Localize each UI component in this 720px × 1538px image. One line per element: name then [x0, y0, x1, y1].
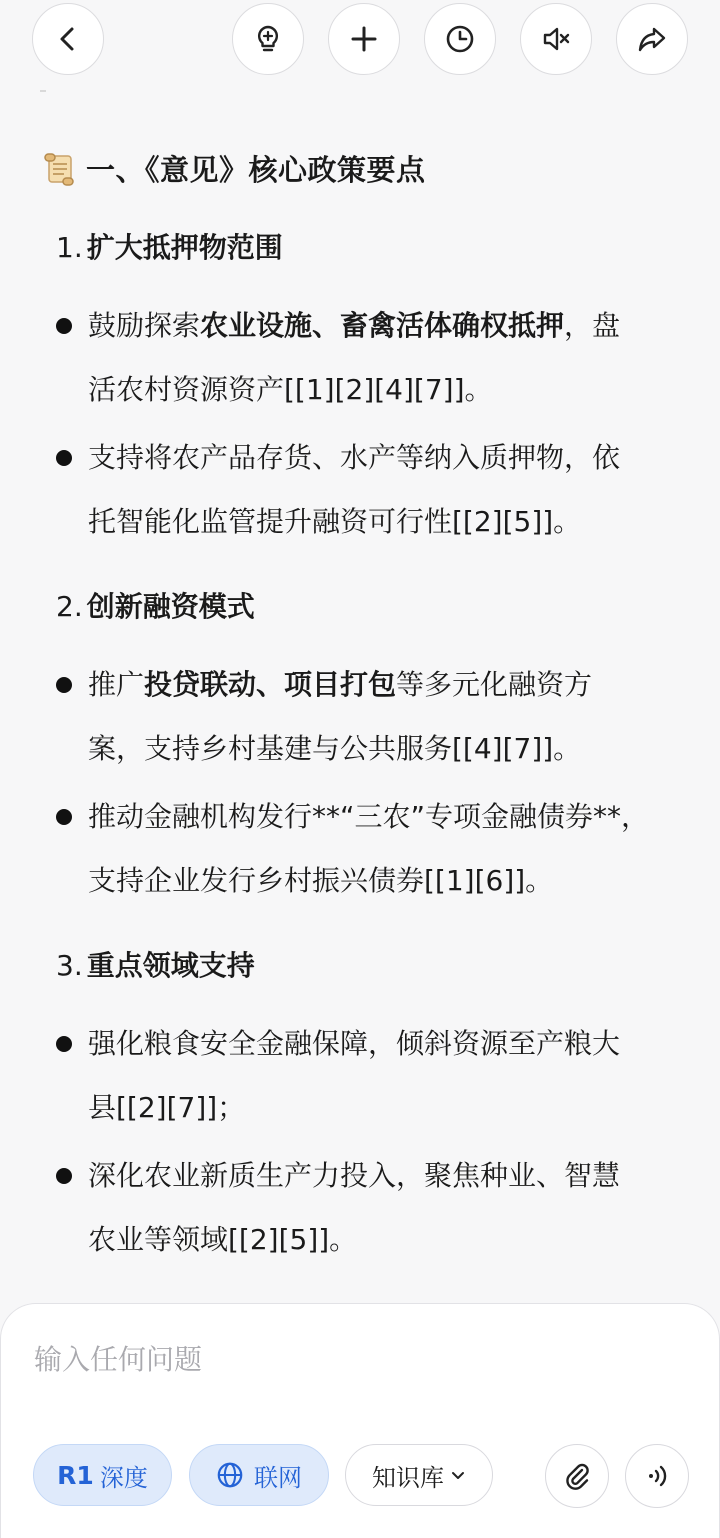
- web-search-toggle[interactable]: [189, 1444, 329, 1506]
- idea-button[interactable]: [232, 3, 304, 75]
- section-title-3: [56, 944, 255, 984]
- back-button[interactable]: [32, 3, 104, 75]
- speaker-muted-icon: [539, 22, 573, 56]
- section-number: 1.: [56, 231, 83, 264]
- bullet-text: 县[[2][7]]；: [88, 1091, 246, 1124]
- bullet-dot: [56, 1036, 72, 1052]
- bullet-dot: [56, 1168, 72, 1184]
- bullet-text: 等多元化融资方: [396, 668, 593, 701]
- section-title-1: [56, 226, 283, 266]
- list-item: [56, 294, 676, 422]
- list-item: [56, 785, 676, 913]
- list-item: [56, 1012, 676, 1140]
- bullet-dot: [56, 677, 72, 693]
- history-button[interactable]: [424, 3, 496, 75]
- bullet-text: 鼓励探索: [88, 309, 201, 342]
- section-title-text: 扩大抵押物范围: [86, 231, 283, 264]
- r1-label: R1: [57, 1460, 94, 1490]
- bullet-text: 深化农业新质生产力投入，聚焦种业、智慧: [88, 1159, 621, 1192]
- list-item: [56, 426, 676, 554]
- scroll-icon: [40, 150, 78, 188]
- plus-icon: [347, 22, 381, 56]
- clock-icon: [443, 22, 477, 56]
- new-chat-button[interactable]: [328, 3, 400, 75]
- knowledge-base-label: 知识库: [372, 1463, 444, 1492]
- bullet-text: ，盘: [564, 309, 621, 342]
- share-arrow-icon: [635, 22, 669, 56]
- mute-button[interactable]: [520, 3, 592, 75]
- list-item: [56, 653, 676, 781]
- section-number: 3.: [56, 949, 83, 982]
- section-heading: [40, 148, 426, 189]
- section-title-text: 重点领域支持: [86, 949, 255, 982]
- bullet-bold-text: 农业设施、畜禽活体确权抵押: [200, 309, 565, 342]
- attach-button[interactable]: [545, 1444, 609, 1508]
- bullet-text: 支持企业发行乡村振兴债券[[1][6]]。: [88, 864, 554, 897]
- lightbulb-plus-icon: [251, 22, 285, 56]
- web-search-label: 联网: [254, 1463, 302, 1492]
- bullet-text: 托智能化监管提升融资可行性[[2][5]]。: [88, 505, 582, 538]
- share-button[interactable]: [616, 3, 688, 75]
- deep-think-label: 深度: [99, 1463, 148, 1492]
- chevron-down-icon: [450, 1467, 466, 1483]
- bullet-text: 农业等领域[[2][5]]。: [88, 1223, 358, 1256]
- section-title-2: [56, 585, 255, 625]
- section-title-text: 创新融资模式: [86, 590, 255, 623]
- list-item: [56, 1144, 676, 1272]
- bullet-dot: [56, 318, 72, 334]
- heading-text: 一、《意见》核心政策要点: [86, 153, 426, 187]
- bullet-text: 活农村资源资产[[1][2][4][7]]。: [88, 373, 493, 406]
- voice-wave-icon: [642, 1461, 672, 1491]
- bullet-dot: [56, 809, 72, 825]
- deep-think-toggle[interactable]: [33, 1444, 172, 1506]
- voice-button[interactable]: [625, 1444, 689, 1508]
- paperclip-icon: [562, 1461, 592, 1491]
- composer-panel: [0, 1303, 720, 1538]
- bullet-text: 推广: [88, 668, 145, 701]
- divider: [40, 90, 46, 92]
- top-bar: [0, 0, 720, 80]
- chevron-left-icon: [51, 22, 85, 56]
- bullet-text: 推动金融机构发行**“三农”专项金融债券**，: [88, 800, 650, 833]
- message-input[interactable]: 输入任何问题: [34, 1343, 203, 1376]
- bullet-dot: [56, 450, 72, 466]
- section-number: 2.: [56, 590, 83, 623]
- knowledge-base-dropdown[interactable]: [345, 1444, 493, 1506]
- bullet-text: 强化粮食安全金融保障，倾斜资源至产粮大: [88, 1027, 621, 1060]
- bullet-text: 案，支持乡村基建与公共服务[[4][7]]。: [88, 732, 582, 765]
- bullet-text: 支持将农产品存货、水产等纳入质押物，依: [88, 441, 621, 474]
- bullet-bold-text: 投贷联动、项目打包: [144, 668, 397, 701]
- globe-icon: [216, 1461, 244, 1489]
